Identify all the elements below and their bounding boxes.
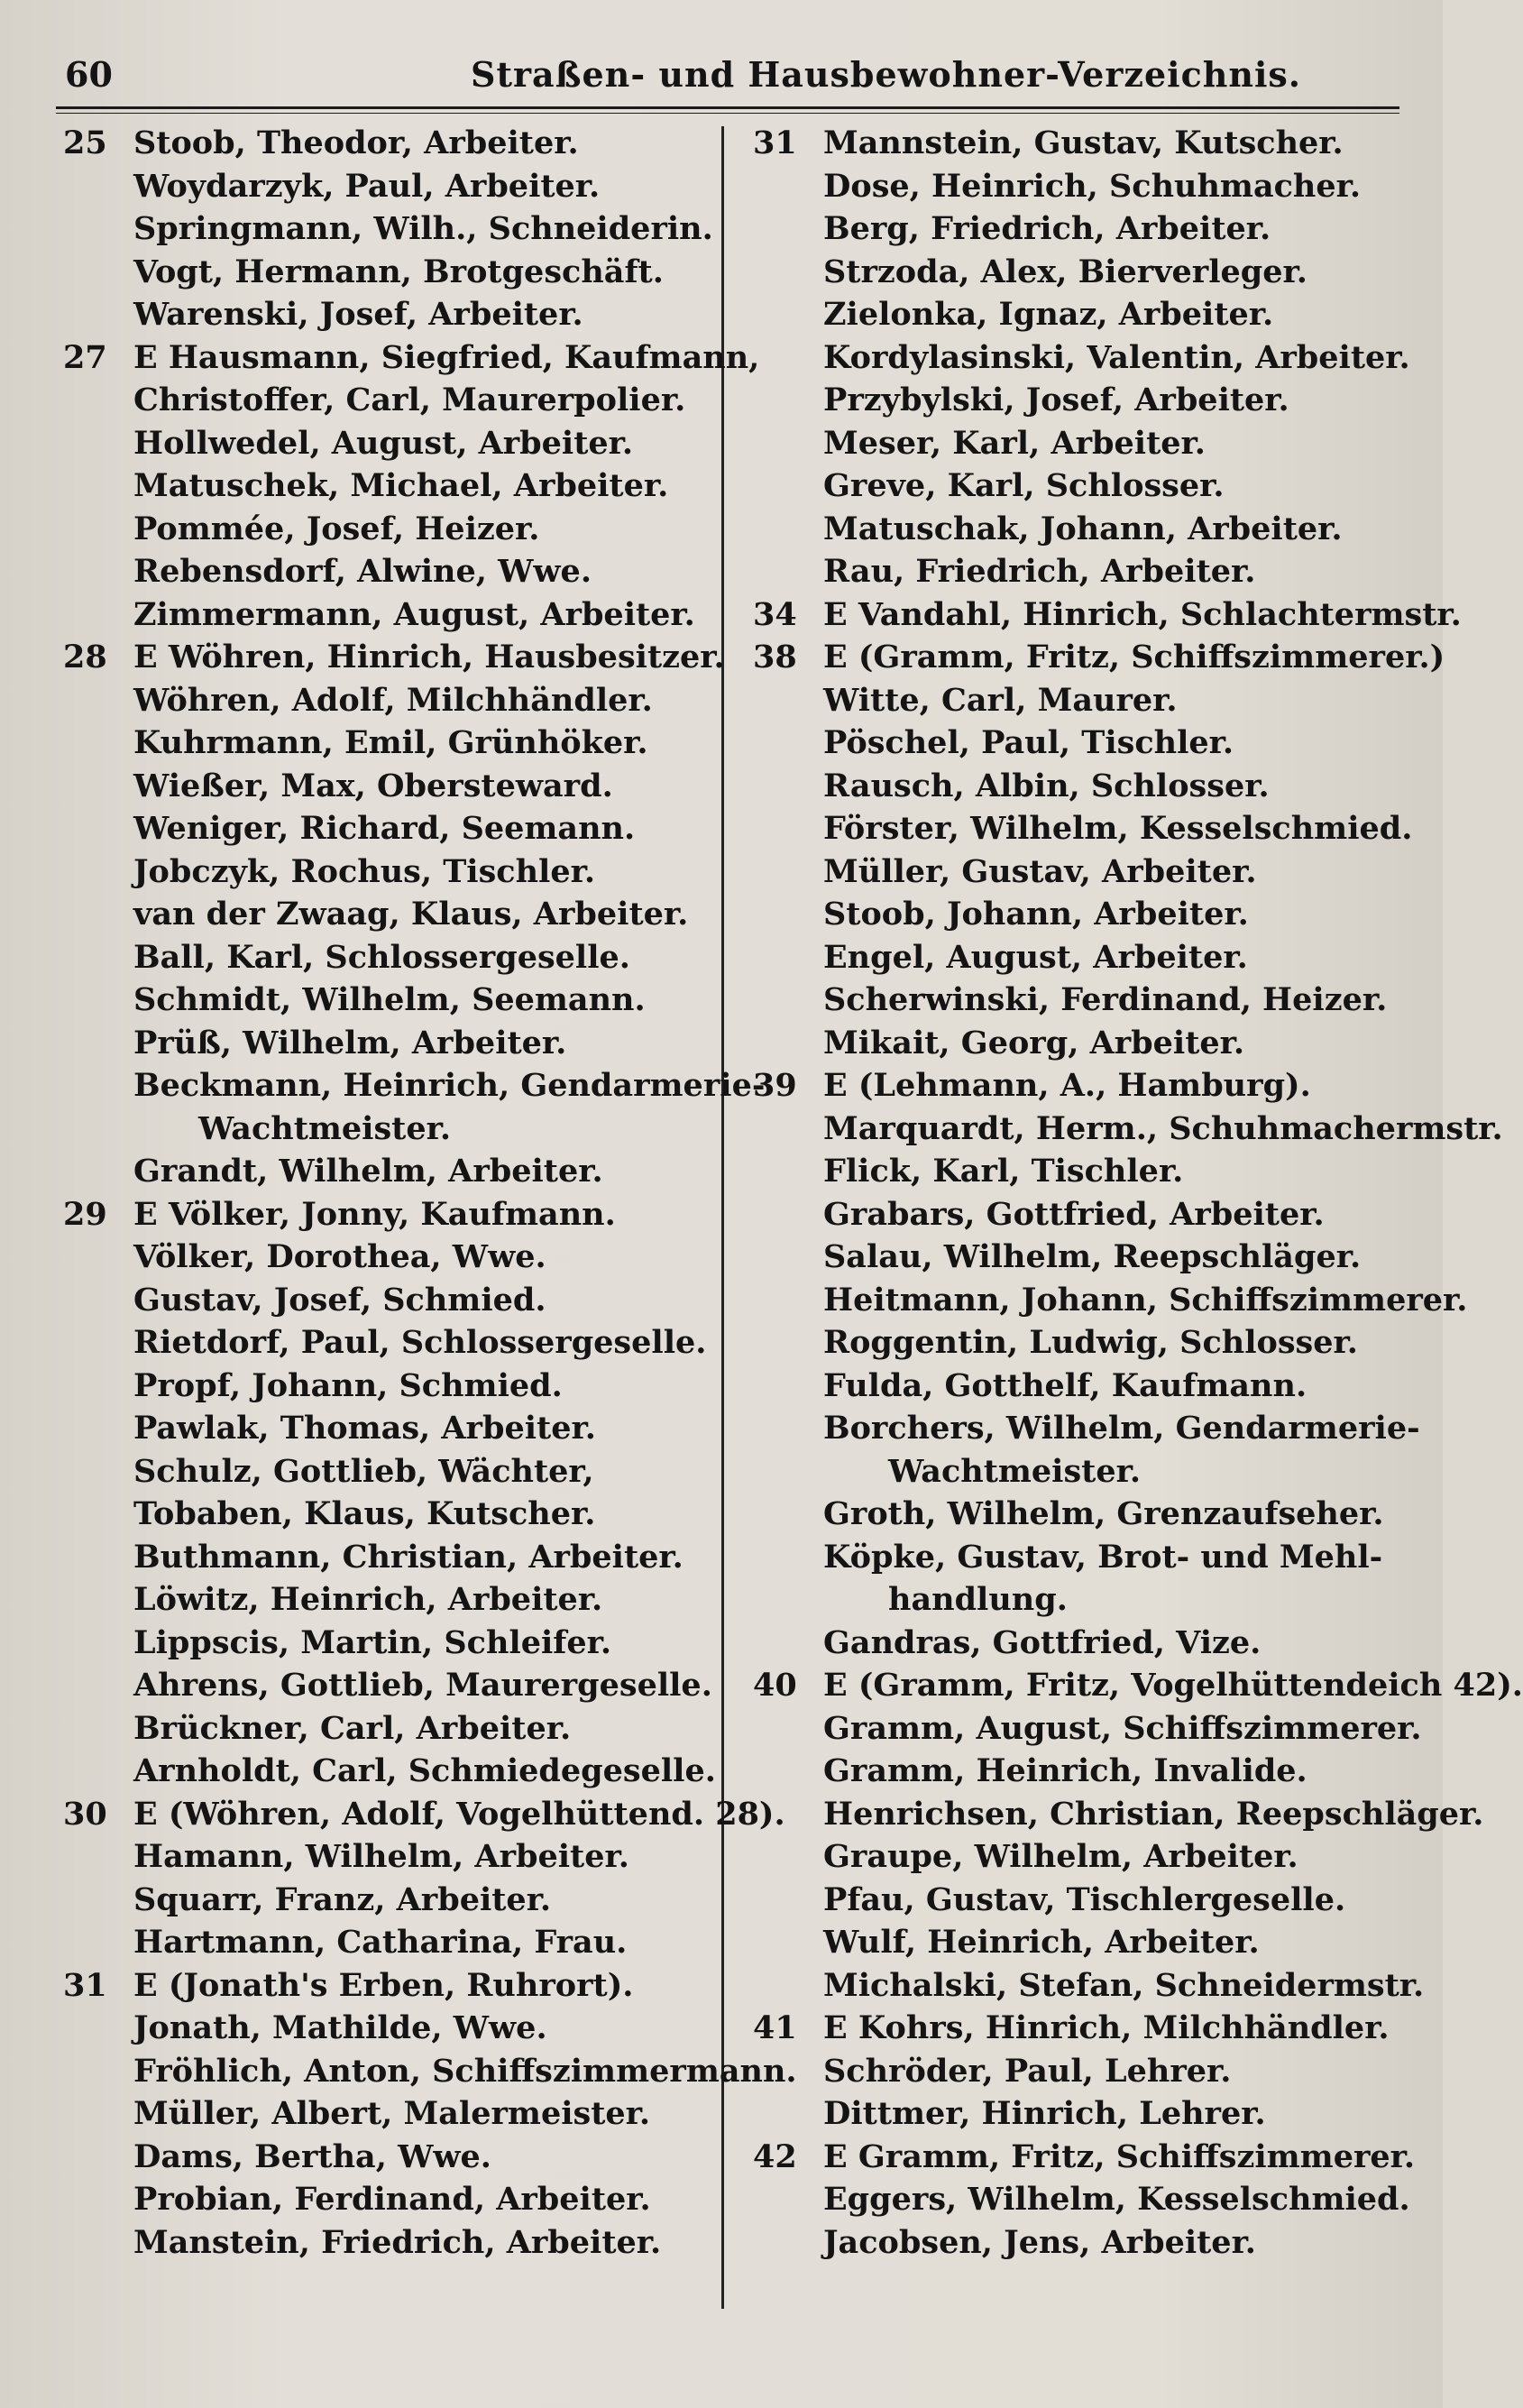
page-number: 60 xyxy=(65,54,113,95)
resident-text: Fröhlich, Anton, Schiffszimmermann. xyxy=(133,2052,797,2090)
directory-entry xyxy=(63,721,721,765)
directory-entry xyxy=(753,1793,1484,1836)
directory-entry xyxy=(753,1107,1503,1151)
directory-entry xyxy=(753,2007,1411,2050)
directory-entry xyxy=(63,1236,721,1279)
resident-text: Förster, Wilhelm, Kesselschmied. xyxy=(823,810,1413,847)
resident-text: Völker, Dorothea, Wwe. xyxy=(133,1238,546,1275)
resident-text: E (Wöhren, Adolf, Vogelhüttend. 28). xyxy=(133,1795,785,1833)
resident-text: Ahrens, Gottlieb, Maurergeselle. xyxy=(133,1667,712,1704)
house-number: 31 xyxy=(63,1966,107,2004)
directory-entry xyxy=(63,1193,721,1236)
resident-text: Stoob, Johann, Arbeiter. xyxy=(823,896,1249,933)
house-number: 30 xyxy=(63,1795,107,1833)
resident-text: Strzoda, Alex, Bierverleger. xyxy=(823,253,1307,290)
resident-text: E (Gramm, Fritz, Vogelhüttendeich 42). xyxy=(823,1667,1523,1704)
resident-text: E Hausmann, Siegfried, Kaufmann, xyxy=(133,338,760,376)
directory-entry xyxy=(63,2050,797,2093)
directory-entry xyxy=(63,2007,721,2050)
resident-text: Ball, Karl, Schlossergeselle. xyxy=(133,938,630,976)
directory-entry xyxy=(753,293,1411,336)
directory-entry xyxy=(63,336,760,380)
resident-text: Kuhrmann, Emil, Grünhöker. xyxy=(133,724,648,761)
directory-entry xyxy=(63,979,721,1022)
directory-entry xyxy=(753,2178,1411,2221)
directory-entry xyxy=(753,2092,1411,2136)
resident-text: Mannstein, Gustav, Kutscher. xyxy=(823,124,1344,161)
resident-text: Berg, Friedrich, Arbeiter. xyxy=(823,210,1271,247)
resident-text: van der Zwaag, Klaus, Arbeiter. xyxy=(133,896,689,933)
directory-entry xyxy=(63,1150,721,1193)
resident-text: Przybylski, Josef, Arbeiter. xyxy=(823,381,1289,418)
resident-text: Rebensdorf, Alwine, Wwe. xyxy=(133,553,592,590)
resident-text: Marquardt, Herm., Schuhmachermstr. xyxy=(823,1109,1503,1147)
directory-entry xyxy=(753,1022,1411,1065)
directory-entry xyxy=(753,765,1411,808)
house-number: 31 xyxy=(753,124,797,161)
resident-text: Rau, Friedrich, Arbeiter. xyxy=(823,553,1256,590)
resident-text: Manstein, Friedrich, Arbeiter. xyxy=(133,2223,662,2261)
resident-text: Rausch, Albin, Schlosser. xyxy=(823,767,1270,804)
resident-text: Stoob, Theodor, Arbeiter. xyxy=(133,124,579,161)
house-number: 42 xyxy=(753,2137,797,2175)
directory-entry xyxy=(753,593,1462,637)
resident-text: Tobaben, Klaus, Kutscher. xyxy=(133,1495,596,1532)
directory-entry xyxy=(63,893,721,936)
resident-text: Löwitz, Heinrich, Arbeiter. xyxy=(133,1581,603,1618)
resident-text: Beckmann, Heinrich, Gendarmerie- xyxy=(133,1067,766,1104)
directory-entry xyxy=(63,508,721,551)
running-title: Straßen- und Hausbewohner-Verzeichnis. xyxy=(471,54,1302,95)
resident-text: Warenski, Josef, Arbeiter. xyxy=(133,296,583,333)
resident-text: Prüß, Wilhelm, Arbeiter. xyxy=(133,1024,567,1062)
directory-entry xyxy=(63,850,721,894)
directory-entry xyxy=(753,1493,1411,1536)
directory-entry xyxy=(63,1879,721,1922)
resident-text: Woydarzyk, Paul, Arbeiter. xyxy=(133,167,601,205)
directory-entry xyxy=(63,1622,721,1665)
resident-text: Springmann, Wilh., Schneiderin. xyxy=(133,210,713,247)
directory-entry xyxy=(63,2178,721,2221)
directory-entry xyxy=(753,721,1411,765)
directory-entry xyxy=(63,379,721,422)
resident-text: Wöhren, Adolf, Milchhändler. xyxy=(133,681,653,719)
directory-entry xyxy=(753,2136,1416,2179)
directory-entry xyxy=(753,936,1411,979)
resident-text: Wulf, Heinrich, Arbeiter. xyxy=(823,1924,1260,1961)
directory-entry xyxy=(63,2136,721,2179)
resident-text: Zielonka, Ignaz, Arbeiter. xyxy=(823,296,1274,333)
resident-text: Gramm, Heinrich, Invalide. xyxy=(823,1752,1307,1789)
directory-entry xyxy=(63,1835,721,1879)
directory-entry xyxy=(63,679,721,722)
directory-entry xyxy=(753,1879,1411,1922)
directory-entry xyxy=(63,593,721,637)
directory-entry xyxy=(753,1921,1411,1964)
directory-entry xyxy=(63,936,721,979)
directory-entry xyxy=(753,1064,1411,1107)
directory-entry xyxy=(63,1664,721,1707)
resident-text: Fulda, Gotthelf, Kaufmann. xyxy=(823,1366,1307,1404)
resident-text: Christoffer, Carl, Maurerpolier. xyxy=(133,381,686,418)
header-rule xyxy=(56,106,1399,109)
directory-entry xyxy=(753,379,1411,422)
resident-text: E (Jonath's Erben, Ruhrort). xyxy=(133,1966,634,2004)
directory-entry xyxy=(63,2221,721,2265)
directory-entry xyxy=(63,1279,721,1322)
resident-text: Michalski, Stefan, Schneidermstr. xyxy=(823,1966,1425,2004)
directory-entry xyxy=(753,850,1411,894)
resident-text: Groth, Wilhelm, Grenzaufseher. xyxy=(823,1495,1384,1532)
resident-text: Brückner, Carl, Arbeiter. xyxy=(133,1709,572,1747)
directory-entry xyxy=(63,1064,766,1107)
resident-text: E Kohrs, Hinrich, Milchhändler. xyxy=(823,2009,1390,2046)
directory-entry xyxy=(753,1193,1411,1236)
resident-text: Matuschak, Johann, Arbeiter. xyxy=(823,510,1343,547)
resident-text: Henrichsen, Christian, Reepschläger. xyxy=(823,1795,1484,1833)
resident-text: Hollwedel, August, Arbeiter. xyxy=(133,424,634,462)
directory-entry xyxy=(753,1279,1468,1322)
directory-entry xyxy=(753,1578,1411,1622)
directory-entry xyxy=(753,893,1411,936)
house-number: 41 xyxy=(753,2009,797,2046)
directory-entry xyxy=(753,1622,1411,1665)
directory-entry xyxy=(63,1793,785,1836)
house-number: 39 xyxy=(753,1067,797,1104)
resident-text: Schulz, Gottlieb, Wächter, xyxy=(133,1452,594,1490)
resident-text: Dittmer, Hinrich, Lehrer. xyxy=(823,2095,1266,2132)
directory-entry xyxy=(753,1835,1411,1879)
house-number: 25 xyxy=(63,124,107,161)
directory-entry xyxy=(753,550,1411,593)
page-header xyxy=(56,52,1399,103)
directory-entry xyxy=(63,2092,721,2136)
resident-text: Schröder, Paul, Lehrer. xyxy=(823,2052,1232,2090)
resident-text: Wachtmeister. xyxy=(888,1452,1142,1490)
resident-text: Pöschel, Paul, Tischler. xyxy=(823,724,1234,761)
resident-text: Roggentin, Ludwig, Schlosser. xyxy=(823,1324,1358,1361)
house-number: 28 xyxy=(63,639,107,676)
directory-entry xyxy=(753,1321,1411,1365)
directory-entry xyxy=(753,422,1411,465)
directory-entry xyxy=(753,336,1411,380)
resident-text: Hartmann, Catharina, Frau. xyxy=(133,1924,628,1961)
house-number: 29 xyxy=(63,1195,107,1233)
resident-text: Gramm, August, Schiffszimmerer. xyxy=(823,1709,1422,1747)
directory-entry xyxy=(753,508,1411,551)
resident-text: E Völker, Jonny, Kaufmann. xyxy=(133,1195,616,1233)
house-number: 40 xyxy=(753,1667,797,1704)
directory-entry xyxy=(753,1707,1422,1751)
directory-entry xyxy=(63,1022,721,1065)
resident-text: Schmidt, Wilhelm, Seemann. xyxy=(133,981,646,1018)
resident-text: Pommée, Josef, Heizer. xyxy=(133,510,540,547)
directory-entry xyxy=(63,1964,721,2008)
directory-entry xyxy=(63,765,721,808)
resident-text: Pfau, Gustav, Tischlergeselle. xyxy=(823,1880,1346,1918)
directory-entry xyxy=(753,1750,1411,1793)
resident-text: Pawlak, Thomas, Arbeiter. xyxy=(133,1410,596,1447)
resident-text: Jonath, Mathilde, Wwe. xyxy=(133,2009,547,2046)
resident-text: Squarr, Franz, Arbeiter. xyxy=(133,1880,552,1918)
directory-entry xyxy=(753,1964,1425,2008)
directory-entry xyxy=(63,464,721,508)
resident-text: Arnholdt, Carl, Schmiedegeselle. xyxy=(133,1752,716,1789)
directory-entry xyxy=(753,636,1445,679)
directory-entry xyxy=(63,807,721,850)
resident-text: Borchers, Wilhelm, Gendarmerie- xyxy=(823,1410,1420,1447)
directory-entry xyxy=(63,293,721,336)
column-divider xyxy=(721,126,724,2309)
directory-entry xyxy=(753,1536,1411,1579)
resident-text: Dams, Bertha, Wwe. xyxy=(133,2137,491,2175)
directory-entry xyxy=(63,550,721,593)
directory-entry xyxy=(753,979,1411,1022)
resident-text: Grabars, Gottfried, Arbeiter. xyxy=(823,1195,1325,1233)
header-rule-thin xyxy=(56,113,1399,114)
directory-entry xyxy=(63,122,721,165)
resident-text: Jobczyk, Rochus, Tischler. xyxy=(133,852,596,890)
resident-text: E Gramm, Fritz, Schiffszimmerer. xyxy=(823,2137,1416,2175)
directory-entry xyxy=(63,251,721,294)
directory-entry xyxy=(63,422,721,465)
resident-text: Lippscis, Martin, Schleifer. xyxy=(133,1623,612,1661)
resident-text: Engel, August, Arbeiter. xyxy=(823,938,1248,976)
directory-entry xyxy=(63,1107,721,1151)
directory-entry xyxy=(63,636,725,679)
resident-text: Jacobsen, Jens, Arbeiter. xyxy=(823,2223,1256,2261)
resident-text: Müller, Albert, Malermeister. xyxy=(133,2095,651,2132)
house-number: 38 xyxy=(753,639,797,676)
directory-entry xyxy=(753,464,1411,508)
resident-text: handlung. xyxy=(888,1581,1068,1618)
directory-entry xyxy=(63,1365,721,1408)
directory-entry xyxy=(753,1150,1411,1193)
resident-text: Graupe, Wilhelm, Arbeiter. xyxy=(823,1838,1298,1875)
resident-text: Müller, Gustav, Arbeiter. xyxy=(823,852,1257,890)
directory-entry xyxy=(753,807,1411,850)
directory-entry xyxy=(753,1450,1411,1494)
directory-entry xyxy=(63,1536,721,1579)
directory-entry xyxy=(753,1664,1523,1707)
resident-text: Eggers, Wilhelm, Kesselschmied. xyxy=(823,2181,1410,2218)
resident-text: Matuschek, Michael, Arbeiter. xyxy=(133,467,669,504)
resident-text: Mikait, Georg, Arbeiter. xyxy=(823,1024,1245,1062)
resident-text: Gandras, Gottfried, Vize. xyxy=(823,1623,1262,1661)
directory-entry xyxy=(753,2050,1411,2093)
directory-entry xyxy=(63,1707,721,1751)
resident-text: Wießer, Max, Obersteward. xyxy=(133,767,613,804)
directory-entry xyxy=(753,207,1411,251)
house-number: 27 xyxy=(63,338,107,376)
resident-text: E (Gramm, Fritz, Schiffszimmerer.) xyxy=(823,639,1445,676)
resident-text: Salau, Wilhelm, Reepschläger. xyxy=(823,1238,1362,1275)
directory-entry xyxy=(753,2221,1411,2265)
resident-text: Scherwinski, Ferdinand, Heizer. xyxy=(823,981,1388,1018)
directory-entry xyxy=(753,251,1411,294)
resident-text: Wachtmeister. xyxy=(198,1109,452,1147)
resident-text: Vogt, Hermann, Brotgeschäft. xyxy=(133,253,664,290)
directory-entry xyxy=(753,679,1411,722)
directory-entry xyxy=(63,1450,721,1494)
resident-text: Zimmermann, August, Arbeiter. xyxy=(133,595,695,633)
directory-entry xyxy=(63,1921,721,1964)
resident-text: E Wöhren, Hinrich, Hausbesitzer. xyxy=(133,639,725,676)
resident-text: Heitmann, Johann, Schiffszimmerer. xyxy=(823,1281,1468,1319)
resident-text: Dose, Heinrich, Schuhmacher. xyxy=(823,167,1362,205)
directory-entry xyxy=(63,1493,721,1536)
resident-text: Kordylasinski, Valentin, Arbeiter. xyxy=(823,338,1410,376)
resident-text: Probian, Ferdinand, Arbeiter. xyxy=(133,2181,651,2218)
resident-text: E (Lehmann, A., Hamburg). xyxy=(823,1067,1311,1104)
resident-text: Buthmann, Christian, Arbeiter. xyxy=(133,1538,684,1576)
directory-entry xyxy=(753,1365,1411,1408)
resident-text: Rietdorf, Paul, Schlossergeselle. xyxy=(133,1324,707,1361)
resident-text: Witte, Carl, Maurer. xyxy=(823,681,1178,719)
resident-text: Propf, Johann, Schmied. xyxy=(133,1366,563,1404)
resident-text: Weniger, Richard, Seemann. xyxy=(133,810,636,847)
directory-entry xyxy=(753,1236,1411,1279)
resident-text: Flick, Karl, Tischler. xyxy=(823,1153,1184,1190)
directory-entry xyxy=(753,165,1411,208)
right-column xyxy=(753,122,1523,2264)
resident-text: Köpke, Gustav, Brot- und Mehl- xyxy=(823,1538,1383,1576)
directory-entry xyxy=(63,165,721,208)
directory-entry xyxy=(753,1407,1420,1450)
directory-entry xyxy=(63,1407,721,1450)
resident-text: Greve, Karl, Schlosser. xyxy=(823,467,1225,504)
directory-entry xyxy=(63,1321,721,1365)
directory-entry xyxy=(63,1578,721,1622)
resident-text: Meser, Karl, Arbeiter. xyxy=(823,424,1206,462)
house-number: 34 xyxy=(753,595,797,633)
directory-entry xyxy=(63,1750,721,1793)
resident-text: Grandt, Wilhelm, Arbeiter. xyxy=(133,1153,603,1190)
resident-text: Hamann, Wilhelm, Arbeiter. xyxy=(133,1838,629,1875)
resident-text: Gustav, Josef, Schmied. xyxy=(133,1281,546,1319)
directory-entry xyxy=(63,207,721,251)
directory-entry xyxy=(753,122,1411,165)
resident-text: E Vandahl, Hinrich, Schlachtermstr. xyxy=(823,595,1462,633)
